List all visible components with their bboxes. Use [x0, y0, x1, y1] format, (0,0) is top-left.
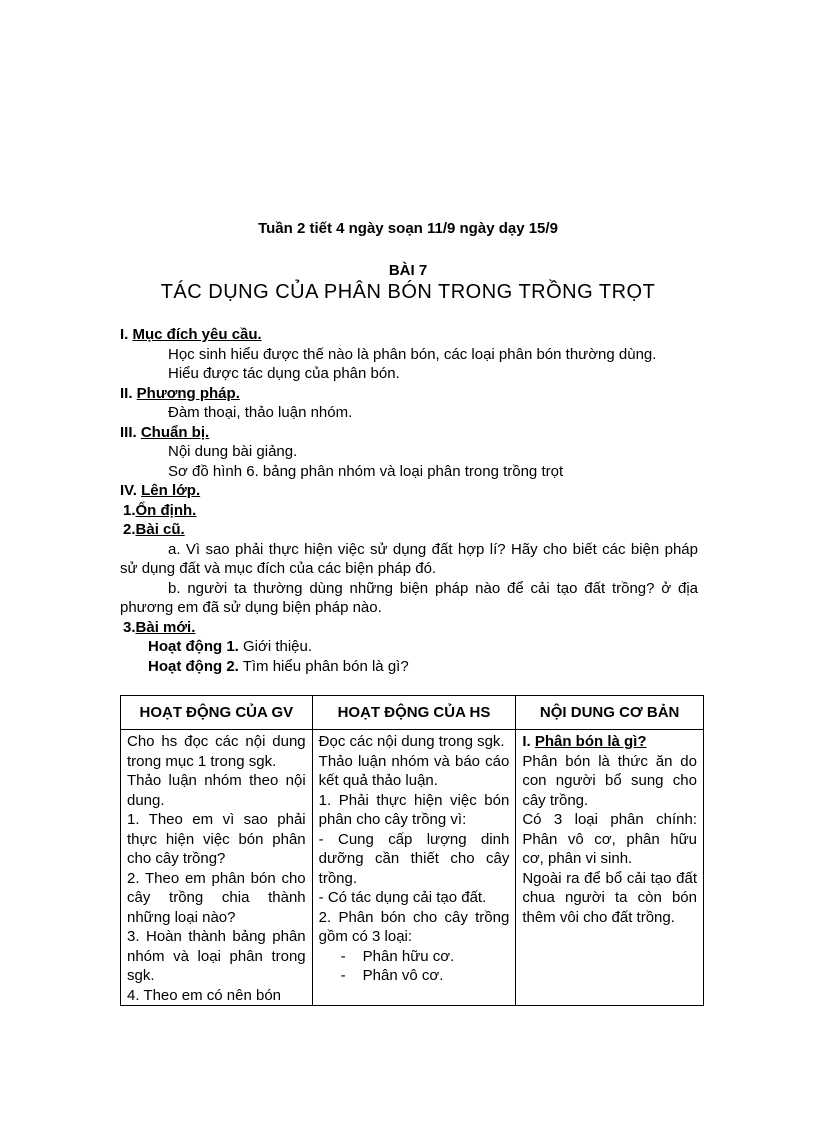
subsection-heading-1	[120, 501, 698, 521]
content-heading	[522, 732, 697, 752]
section-title: Bài mới.	[135, 618, 196, 636]
lesson-body	[120, 325, 698, 676]
activity-text: Giới thiệu.	[238, 638, 313, 655]
hs-line: - Cung cấp lượng dinh dưỡng cần thiết cho cây trồng.	[318, 830, 510, 887]
hs-line: Đọc các nội dung trong sgk.	[318, 733, 505, 750]
section-heading-3	[120, 423, 698, 443]
section-heading-4	[120, 481, 698, 501]
table-header-row	[121, 696, 704, 730]
section-number: II.	[120, 384, 137, 402]
section-title: Chuẩn bị.	[140, 423, 210, 441]
activity-1	[120, 637, 698, 657]
column-header-hs: HOẠT ĐỘNG CỦA HS	[312, 696, 516, 730]
section-line: Hiểu được tác dụng của phân bón.	[168, 365, 400, 382]
gv-line: 1. Theo em vì sao phải thực hiện việc bón phân cho cây trồng?	[127, 811, 306, 867]
hs-dash-item	[319, 966, 510, 986]
section-number: III.	[120, 423, 141, 441]
gv-line: 2. Theo em phân bón cho cây trồng chia thành những loại nào?	[127, 869, 306, 926]
section-heading-1	[120, 325, 698, 345]
hs-line: 1. Phải thực hiện việc bón phân cho cây trồng vì:	[318, 791, 510, 828]
section-number: I.	[120, 326, 133, 343]
section-title: Phương pháp.	[136, 384, 240, 402]
content-line: Ngoài ra để bổ cải tạo đất chua người ta còn bón thêm vôi cho đất trồng.	[522, 869, 697, 926]
section-heading-2	[120, 384, 698, 404]
section-number: 1.	[123, 501, 136, 519]
activity-table	[120, 695, 704, 1006]
section-number: 3.	[123, 618, 136, 636]
content-heading-number: I.	[522, 733, 535, 750]
gv-line: Cho hs đọc các nội dung trong mục 1 trong sgk.	[127, 733, 306, 770]
lesson-meta-line: Tuần 2 tiết 4 ngày soạn 11/9 ngày dạy 15/9	[258, 220, 558, 237]
section-line: Học sinh hiểu được thế nào là phân bón, các loại phân bón thường dùng.	[168, 345, 657, 363]
activity-2	[120, 657, 698, 677]
lesson-number: BÀI 7	[388, 262, 428, 279]
activity-text: Tìm hiểu phân bón là gì?	[238, 657, 409, 675]
dash-bullet: -	[340, 947, 346, 965]
lesson-title: TÁC DỤNG CỦA PHÂN BÓN TRONG TRỒNG TRỌT	[160, 281, 656, 303]
gv-line: 3. Hoàn thành bảng phân nhóm và loại phân trong sgk.	[127, 928, 306, 984]
gv-line: 4. Theo em có nên bón	[127, 986, 281, 1004]
content-line: Có 3 loại phân chính: Phân vô cơ, phân hữu cơ, phân vi sinh.	[522, 811, 697, 867]
dash-item-text: Phân vô cơ.	[362, 967, 444, 984]
table-row	[121, 730, 704, 1006]
review-question-b: b. người ta thường dùng những biện pháp nào để cải tạo đất trồng? ở địa phương em đã sử dụng biện pháp nào.	[120, 579, 698, 616]
subsection-heading-3	[120, 618, 698, 638]
hs-line: - Có tác dụng cải tạo đất.	[318, 889, 487, 906]
activity-label: Hoạt động 1.	[148, 638, 239, 655]
section-title: Bài cũ.	[135, 521, 185, 538]
hs-line: 2. Phân bón cho cây trồng gồm có 3 loại:	[318, 908, 510, 945]
content-cell	[516, 730, 704, 1006]
section-line: Đàm thoại, thảo luận nhóm.	[168, 404, 353, 421]
content-line: Phân bón là thức ăn do con người bổ sung cho cây trồng.	[522, 752, 697, 809]
dash-item-text: Phân hữu cơ.	[362, 947, 455, 965]
hs-line: Thảo luận nhóm và báo cáo kết quả thảo luận.	[318, 752, 510, 789]
activity-label: Hoạt động 2.	[148, 657, 239, 675]
section-line: Nội dung bài giảng.	[168, 443, 298, 460]
section-title: Lên lớp.	[141, 482, 201, 499]
section-line: Sơ đồ hình 6. bảng phân nhóm và loại phân trong trồng trọt	[168, 462, 564, 480]
hs-dash-item	[319, 947, 510, 967]
column-header-content: NỘI DUNG CƠ BẢN	[516, 696, 704, 730]
section-title: Ổn định.	[135, 501, 197, 519]
dash-bullet: -	[340, 967, 346, 984]
section-number: IV.	[120, 482, 142, 499]
column-header-gv: HOẠT ĐỘNG CỦA GV	[121, 696, 313, 730]
hs-activity-cell	[312, 730, 516, 1006]
subsection-heading-2	[120, 520, 698, 540]
content-heading-title: Phân bón là gì?	[534, 733, 647, 750]
section-number: 2.	[123, 521, 136, 538]
review-question-a: a. Vì sao phải thực hiện việc sử dụng đất hợp lí? Hãy cho biết các biện pháp sử dụng đất và mục đích của các biện pháp đó.	[120, 540, 698, 577]
section-title: Mục đích yêu cầu.	[132, 326, 262, 343]
gv-activity-cell	[121, 730, 313, 1006]
gv-line: Thảo luận nhóm theo nội dung.	[127, 772, 306, 809]
